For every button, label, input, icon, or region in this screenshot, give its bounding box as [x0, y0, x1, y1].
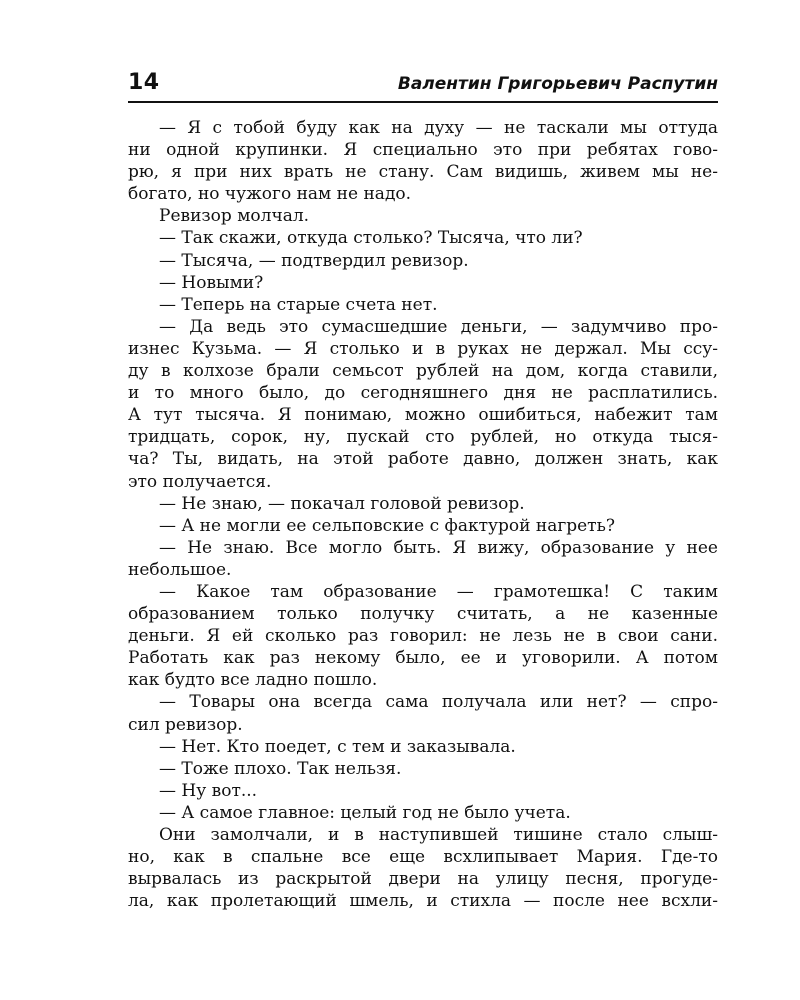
paragraph [128, 227, 718, 249]
running-header [128, 70, 718, 103]
paragraph [128, 250, 718, 272]
paragraph [128, 736, 718, 758]
paragraph [128, 272, 718, 294]
text-line: тридцать, сорок, ну, пускай сто рублей, но откуда тыся- [128, 427, 718, 448]
text-line: как будто все ладно пошло. [128, 670, 378, 691]
paragraph [128, 780, 718, 802]
text-line: — А не могли ее сельповские с фактурой нагреть? [159, 515, 615, 536]
text-body [128, 117, 718, 912]
text-line: образованием только получку считать, а не казенные [128, 604, 718, 625]
text-line: вырвалась из раскрытой двери на улицу песня, прогуде- [128, 869, 718, 890]
paragraph [128, 515, 718, 537]
text-line: изнес Кузьма. — Я столько и в руках не держал. Мы ссу- [128, 338, 718, 359]
paragraph [128, 294, 718, 316]
text-line: рю, я при них врать не стану. Сам видишь, живем мы не- [128, 162, 718, 183]
text-line: — Не знаю, — покачал головой ревизор. [159, 493, 525, 514]
text-line: — Ну вот... [159, 780, 258, 801]
text-line: — Не знаю. Все могло быть. Я вижу, образование у нее [159, 537, 718, 558]
text-line: А тут тысяча. Я понимаю, можно ошибиться, набежит там [128, 405, 718, 426]
paragraph [128, 802, 718, 824]
paragraph [128, 691, 718, 735]
text-line: — Тысяча, — подтвердил ревизор. [159, 250, 469, 271]
text-line: Они замолчали, и в наступившей тишине стало слыш- [159, 825, 718, 845]
text-line: — Новыми? [159, 272, 264, 293]
text-line: ла, как пролетающий шмель, и стихла — после нее всхли- [128, 891, 718, 912]
text-line: ду в колхозе брали семьсот рублей на дом, когда ставили, [128, 361, 718, 382]
page-number: 14 [128, 70, 160, 95]
paragraph [128, 205, 718, 227]
text-line: сил ревизор. [128, 714, 243, 735]
text-line: это получается. [128, 471, 272, 492]
paragraph [128, 581, 718, 691]
text-line: деньги. Я ей сколько раз говорил: не лезь не в свои сани. [128, 626, 718, 647]
paragraph [128, 537, 718, 581]
text-line: — Какое там образование — грамотешка! С таким [159, 581, 718, 602]
book-page [128, 70, 718, 912]
text-line: — Я с тобой буду как на духу — не таскали мы оттуда [159, 118, 718, 138]
text-line: — Тоже плохо. Так нельзя. [159, 758, 402, 779]
text-line: но, как в спальне все еще всхлипывает Мария. Где-то [128, 847, 718, 868]
paragraph [128, 493, 718, 515]
text-line: — Теперь на старые счета нет. [159, 294, 438, 315]
text-line: небольшое. [128, 559, 232, 580]
text-line: ча? Ты, видать, на этой работе давно, должен знать, как [128, 449, 718, 470]
text-line: — Так скажи, откуда столько? Тысяча, что ли? [159, 228, 583, 249]
paragraph [128, 824, 718, 912]
text-line: — Да ведь это сумасшедшие деньги, — задумчиво про- [159, 316, 718, 337]
author-header: Валентин Григорьевич Распутин [397, 74, 718, 94]
paragraph [128, 316, 718, 493]
text-line: богато, но чужого нам не надо. [128, 184, 412, 205]
text-line: — Товары она всегда сама получала или нет? — спро- [159, 692, 718, 713]
text-line: Работать как раз некому было, ее и уговорили. А потом [128, 648, 718, 669]
text-line: — А самое главное: целый год не было учета. [159, 802, 571, 823]
text-line: ни одной крупинки. Я специально это при ребятах гово- [128, 140, 718, 161]
paragraph [128, 758, 718, 780]
text-line: Ревизор молчал. [159, 206, 310, 227]
text-line: и то много было, до сегодняшнего дня не расплатились. [128, 383, 718, 404]
text-line: — Нет. Кто поедет, с тем и заказывала. [159, 736, 516, 757]
paragraph [128, 117, 718, 205]
